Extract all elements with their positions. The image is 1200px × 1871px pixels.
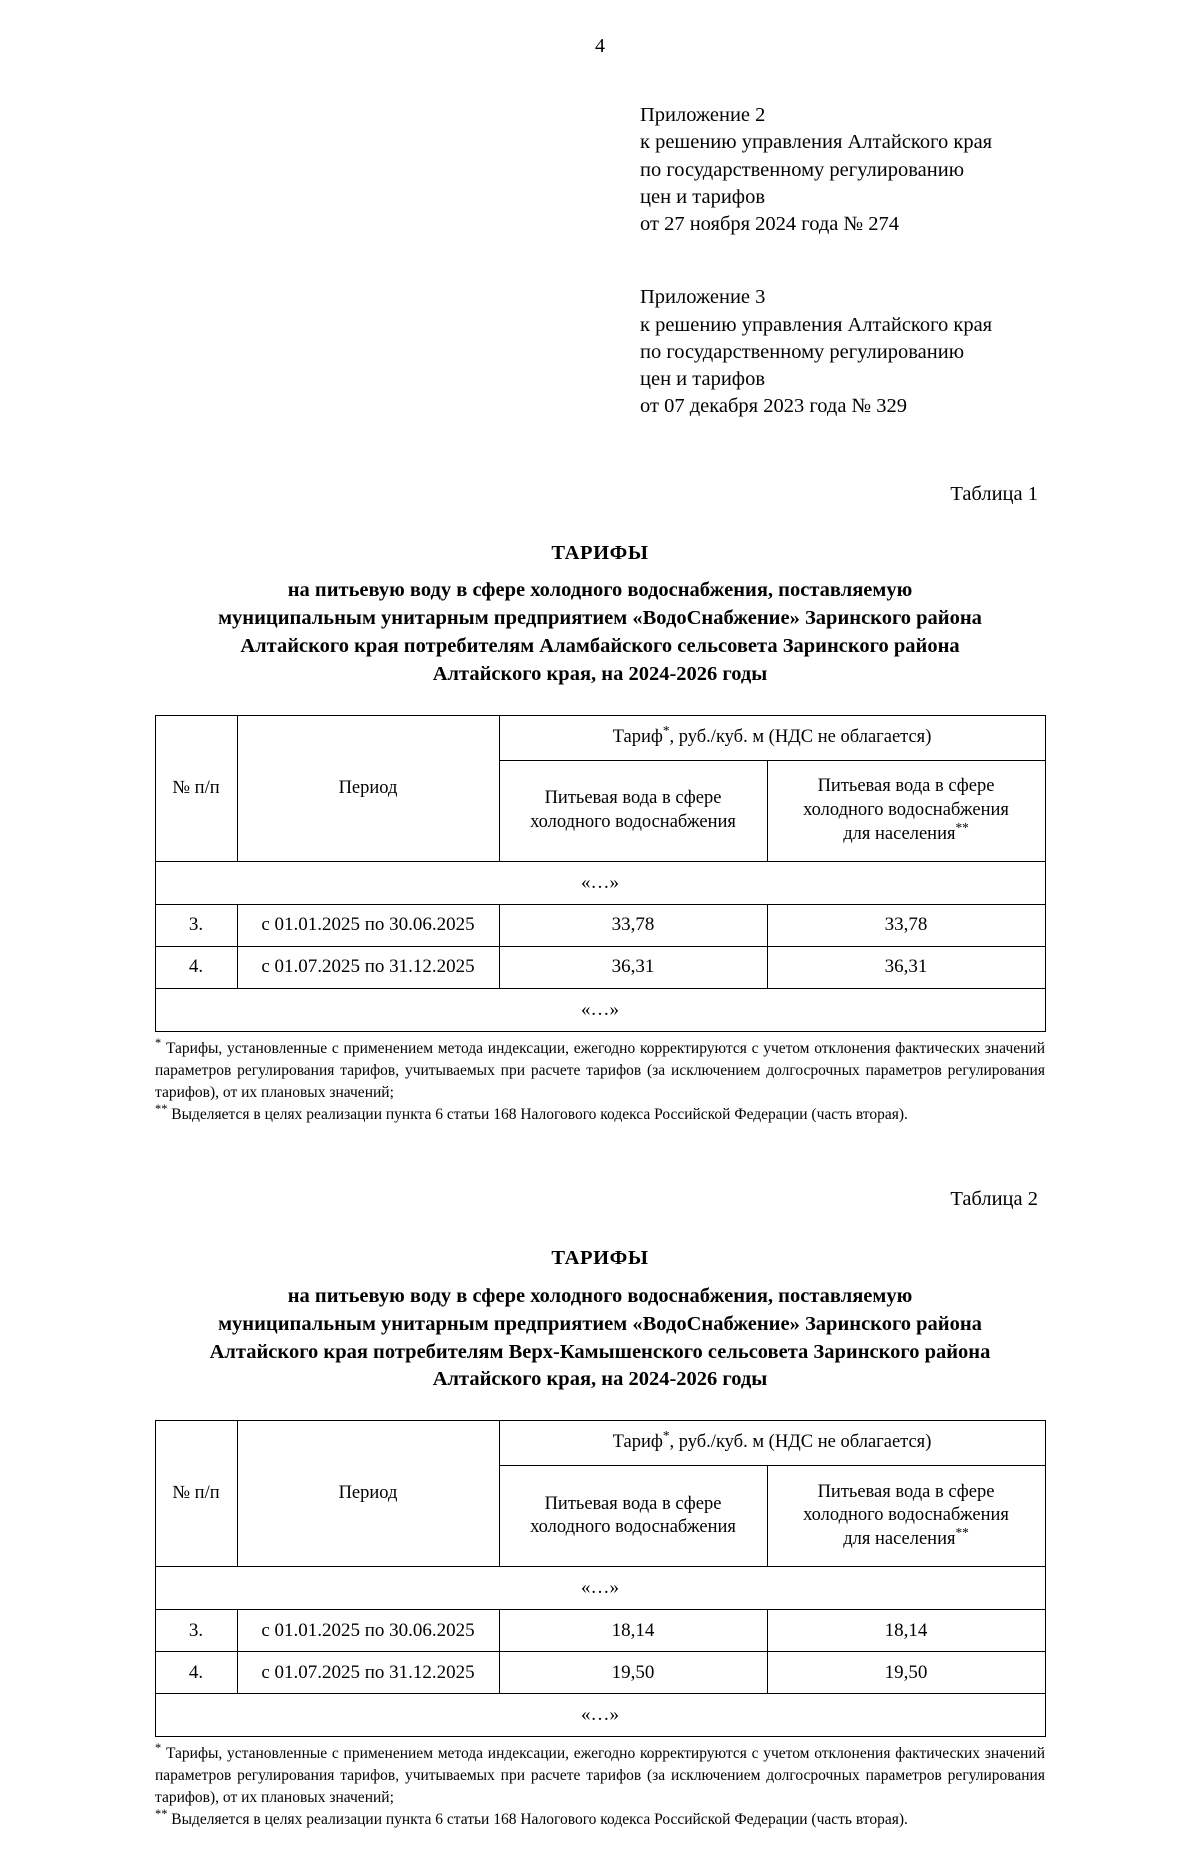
header-line: Питьевая вода в сфере: [817, 1481, 995, 1502]
header-line: холодного водоснабжения: [803, 1505, 1009, 1526]
cell-population: 33,78: [767, 904, 1045, 946]
table-1-title-line: на питьевую воду в сфере холодного водоснабжения, поставляемую: [287, 579, 913, 602]
footnote-marker: *: [155, 1035, 162, 1050]
cell-cold-water: 18,14: [499, 1610, 767, 1652]
table-1-title: [150, 540, 1050, 689]
appendix-line: по государственному регулированию: [640, 158, 965, 181]
appendix-reference-2: [640, 102, 1050, 238]
appendix-line: Приложение 2: [640, 104, 766, 126]
table-2-title-line: муниципальным унитарным предприятием «ВодоСнабжение» Заринского района: [218, 1312, 982, 1335]
table-1-title-line: Алтайского края потребителям Аламбайского сельсовета Заринского района: [240, 635, 960, 658]
header-cell-cold-water-population: [767, 760, 1045, 861]
header-line: Питьевая вода в сфере: [817, 776, 995, 797]
cell-period: с 01.01.2025 по 30.06.2025: [237, 1610, 499, 1652]
cell-population: 19,50: [767, 1652, 1045, 1694]
table-1-title-line: муниципальным унитарным предприятием «ВодоСнабжение» Заринского района: [218, 607, 982, 630]
footnote-marker: **: [155, 1807, 168, 1822]
footnote: [155, 1743, 1045, 1809]
header-line: [774, 1524, 1039, 1552]
footnote: [155, 1809, 1045, 1831]
tariff-table-2: [155, 1420, 1046, 1737]
footnote-text: Выделяется в целях реализации пункта 6 статьи 168 Налогового кодекса Российской Федерации (часть вторая).: [171, 1105, 908, 1123]
table-1-title-line: Алтайского края, на 2024-2026 годы: [432, 663, 768, 685]
header-line-text: для населения: [843, 823, 956, 844]
cell-number: 3.: [155, 904, 237, 946]
header-line: холодного водоснабжения: [803, 800, 1009, 821]
cell-cold-water: 36,31: [499, 946, 767, 988]
footnote: [155, 1101, 1045, 1126]
cell-period: с 01.01.2025 по 30.06.2025: [237, 904, 499, 946]
footnote-marker-double: **: [955, 1524, 969, 1540]
header-cell-tariff-group: [499, 715, 1045, 760]
table-row: [155, 1610, 1045, 1652]
header-line: холодного водоснабжения: [530, 1517, 736, 1538]
footnote-marker-double: **: [955, 819, 969, 835]
footnote-marker: **: [155, 1101, 168, 1116]
ellipsis-cell: «…»: [155, 988, 1045, 1031]
table-1-title-heading: ТАРИФЫ: [551, 541, 649, 564]
tariff-table-1: [155, 715, 1046, 1032]
appendix-line: цен и тарифов: [640, 185, 766, 208]
ellipsis-cell: «…»: [155, 861, 1045, 904]
header-line: Питьевая вода в сфере: [544, 788, 722, 809]
cell-number: 4.: [155, 946, 237, 988]
header-tariff-word: Тариф: [612, 727, 663, 748]
appendix-line: к решению управления Алтайского края: [640, 313, 993, 336]
table-1-footnotes: [155, 1035, 1046, 1126]
table-header-row: [155, 715, 1045, 760]
header-tariff-word: Тариф: [612, 1432, 663, 1453]
table-2-title-line: Алтайского края, на 2024-2026 годы: [432, 1368, 768, 1391]
appendix-line: цен и тарифов: [640, 368, 766, 390]
table-row-ellipsis: [155, 988, 1045, 1031]
appendix-line: Приложение 3: [640, 286, 766, 309]
footnote-text: Тарифы, установленные с применением метода индексации, ежегодно корректируются с учетом отклонения фактических значений параметров регулирования тарифов, учитываемых при расчете тарифов (за исключением долгосрочных параметров регулирования тарифов), от их плановых значений;: [155, 1745, 1046, 1807]
page-number: 4: [595, 35, 605, 57]
table-2-title: [150, 1245, 1050, 1394]
table-2-label: Таблица 2: [950, 1187, 1038, 1210]
table-2-title-line: Алтайского края потребителям Верх-Камышенского сельсовета Заринского района: [209, 1340, 991, 1363]
table-row: [155, 946, 1045, 988]
cell-cold-water: 33,78: [499, 904, 767, 946]
footnote-marker-single: *: [662, 1428, 670, 1444]
header-tariff-rest: , руб./куб. м (НДС не облагается): [669, 1432, 932, 1453]
appendix-reference-3: [640, 284, 1050, 420]
appendix-line: к решению управления Алтайского края: [640, 131, 993, 154]
ellipsis-cell: «…»: [155, 1694, 1045, 1737]
cell-period: с 01.07.2025 по 31.12.2025: [237, 1652, 499, 1694]
appendix-line: от 27 ноября 2024 года № 274: [640, 213, 899, 235]
header-cell-period: Период: [237, 1421, 499, 1567]
header-line: Питьевая вода в сфере: [544, 1493, 722, 1514]
table-2-title-line: на питьевую воду в сфере холодного водоснабжения, поставляемую: [287, 1284, 913, 1307]
table-row-ellipsis: [155, 1694, 1045, 1737]
appendix-line: по государственному регулированию: [640, 340, 965, 363]
header-tariff-rest: , руб./куб. м (НДС не облагается): [669, 727, 932, 748]
cell-period: с 01.07.2025 по 31.12.2025: [237, 946, 499, 988]
header-cell-tariff-group: [499, 1421, 1045, 1466]
header-line: холодного водоснабжения: [530, 811, 736, 832]
table-row-ellipsis: [155, 861, 1045, 904]
table-row: [155, 1652, 1045, 1694]
header-cell-cold-water: [499, 760, 767, 861]
footnote: [155, 1035, 1046, 1104]
footnote-text: Выделяется в целях реализации пункта 6 статьи 168 Налогового кодекса Российской Федерации (часть вторая).: [171, 1811, 908, 1829]
header-cell-number: № п/п: [155, 1421, 237, 1567]
footnote-text: Тарифы, установленные с применением метода индексации, ежегодно корректируются с учетом отклонения фактических значений параметров регулирования тарифов, учитываемых при расчете тарифов (за исключением долгосрочных параметров регулирования тарифов), от их плановых значений;: [155, 1039, 1046, 1101]
cell-cold-water: 19,50: [499, 1652, 767, 1694]
cell-population: 18,14: [767, 1610, 1045, 1652]
header-cell-number: № п/п: [155, 715, 237, 861]
header-line: [774, 819, 1039, 847]
table-row: [155, 904, 1045, 946]
header-cell-cold-water-population: [767, 1466, 1045, 1567]
header-line-text: для населения: [843, 1529, 956, 1550]
table-2-footnotes: [155, 1743, 1045, 1831]
cell-number: 3.: [155, 1610, 237, 1652]
ellipsis-cell: «…»: [155, 1567, 1045, 1610]
appendix-line: от 07 декабря 2023 года № 329: [640, 395, 907, 418]
table-2-title-heading: ТАРИФЫ: [551, 1246, 649, 1269]
cell-number: 4.: [155, 1652, 237, 1694]
table-row-ellipsis: [155, 1567, 1045, 1610]
footnote-marker: *: [155, 1741, 162, 1756]
table-1-label: Таблица 1: [950, 482, 1038, 505]
header-cell-period: Период: [237, 715, 499, 861]
table-header-row: [155, 1421, 1045, 1466]
cell-population: 36,31: [767, 946, 1045, 988]
header-cell-cold-water: [499, 1466, 767, 1567]
footnote-marker-single: *: [662, 722, 670, 738]
